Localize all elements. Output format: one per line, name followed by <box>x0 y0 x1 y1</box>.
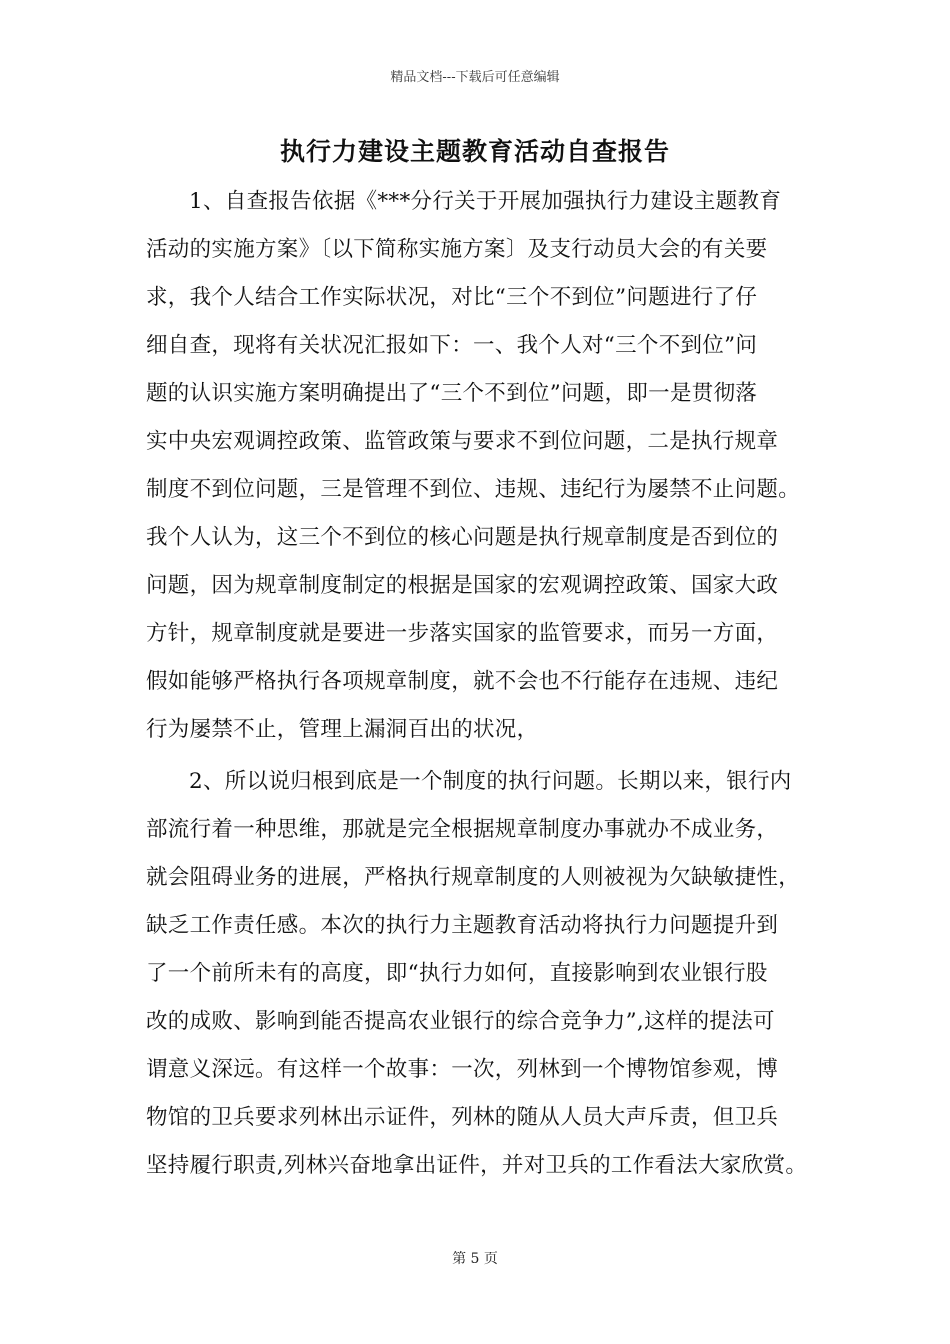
paragraph-line: 细自查，现将有关状况汇报如下：一、我个人对“三个不到位”问 <box>146 333 758 358</box>
paragraph-line: 方针，规章制度就是要进一步落实国家的监管要求，而另一方面， <box>146 621 779 646</box>
paragraph-line: 求，我个人结合工作实际状况，对比“三个不到位”问题进行了仔 <box>146 285 758 310</box>
paragraph-line: 坚持履行职责,列林兴奋地拿出证件，并对卫兵的工作看法大家欣赏。 <box>146 1153 808 1178</box>
paragraph-line: 活动的实施方案》〔以下简称实施方案〕及支行动员大会的有关要 <box>146 237 768 262</box>
paragraph-line: 题的认识实施方案明确提出了“三个不到位”问题，即一是贯彻落 <box>146 381 758 406</box>
paragraph-line: 就会阻碍业务的进展，严格执行规章制度的人则被视为欠缺敏捷性， <box>146 865 801 890</box>
paragraph-line: 1、自查报告依据《***分行关于开展加强执行力建设主题教育 <box>189 189 782 214</box>
page-header: 精品文档---下载后可任意编辑 <box>390 70 560 85</box>
paragraph-2 <box>146 758 826 1190</box>
page-number: 第 5 页 <box>452 1251 498 1267</box>
paragraph-line: 谓意义深远。有这样一个故事：一次，列林到一个博物馆参观，博 <box>146 1057 779 1082</box>
paragraph-line: 缺乏工作责任感。本次的执行力主题教育活动将执行力问题提升到 <box>146 913 779 938</box>
paragraph-line: 部流行着一种思维，那就是完全根据规章制度办事就办不成业务， <box>146 817 779 842</box>
paragraph-line: 行为屡禁不止，管理上漏洞百出的状况， <box>146 717 539 742</box>
document-body <box>146 178 826 1190</box>
paragraph-line: 我个人认为，这三个不到位的核心问题是执行规章制度是否到位的 <box>146 525 779 550</box>
paragraph-line: 实中央宏观调控政策、监管政策与要求不到位问题，二是执行规章 <box>146 429 779 454</box>
paragraph-line: 物馆的卫兵要求列林出示证件，列林的随从人员大声斥责，但卫兵 <box>146 1105 779 1130</box>
paragraph-line: 假如能够严格执行各项规章制度，就不会也不行能存在违规、违纪 <box>146 669 779 694</box>
paragraph-line: 了一个前所未有的高度，即“执行力如何，直接影响到农业银行股 <box>146 961 768 986</box>
paragraph-line: 问题，因为规章制度制定的根据是国家的宏观调控政策、国家大政 <box>146 573 779 598</box>
paragraph-line: 改的成败、影响到能否提高农业银行的综合竞争力”,这样的提法可 <box>146 1009 775 1034</box>
paragraph-line: 制度不到位问题，三是管理不到位、违规、违纪行为屡禁不止问题。 <box>146 477 801 502</box>
paragraph-1 <box>146 178 826 754</box>
document-title: 执行力建设主题教育活动自查报告 <box>279 137 670 166</box>
paragraph-line: 2、所以说归根到底是一个制度的执行问题。长期以来，银行内 <box>189 769 792 794</box>
